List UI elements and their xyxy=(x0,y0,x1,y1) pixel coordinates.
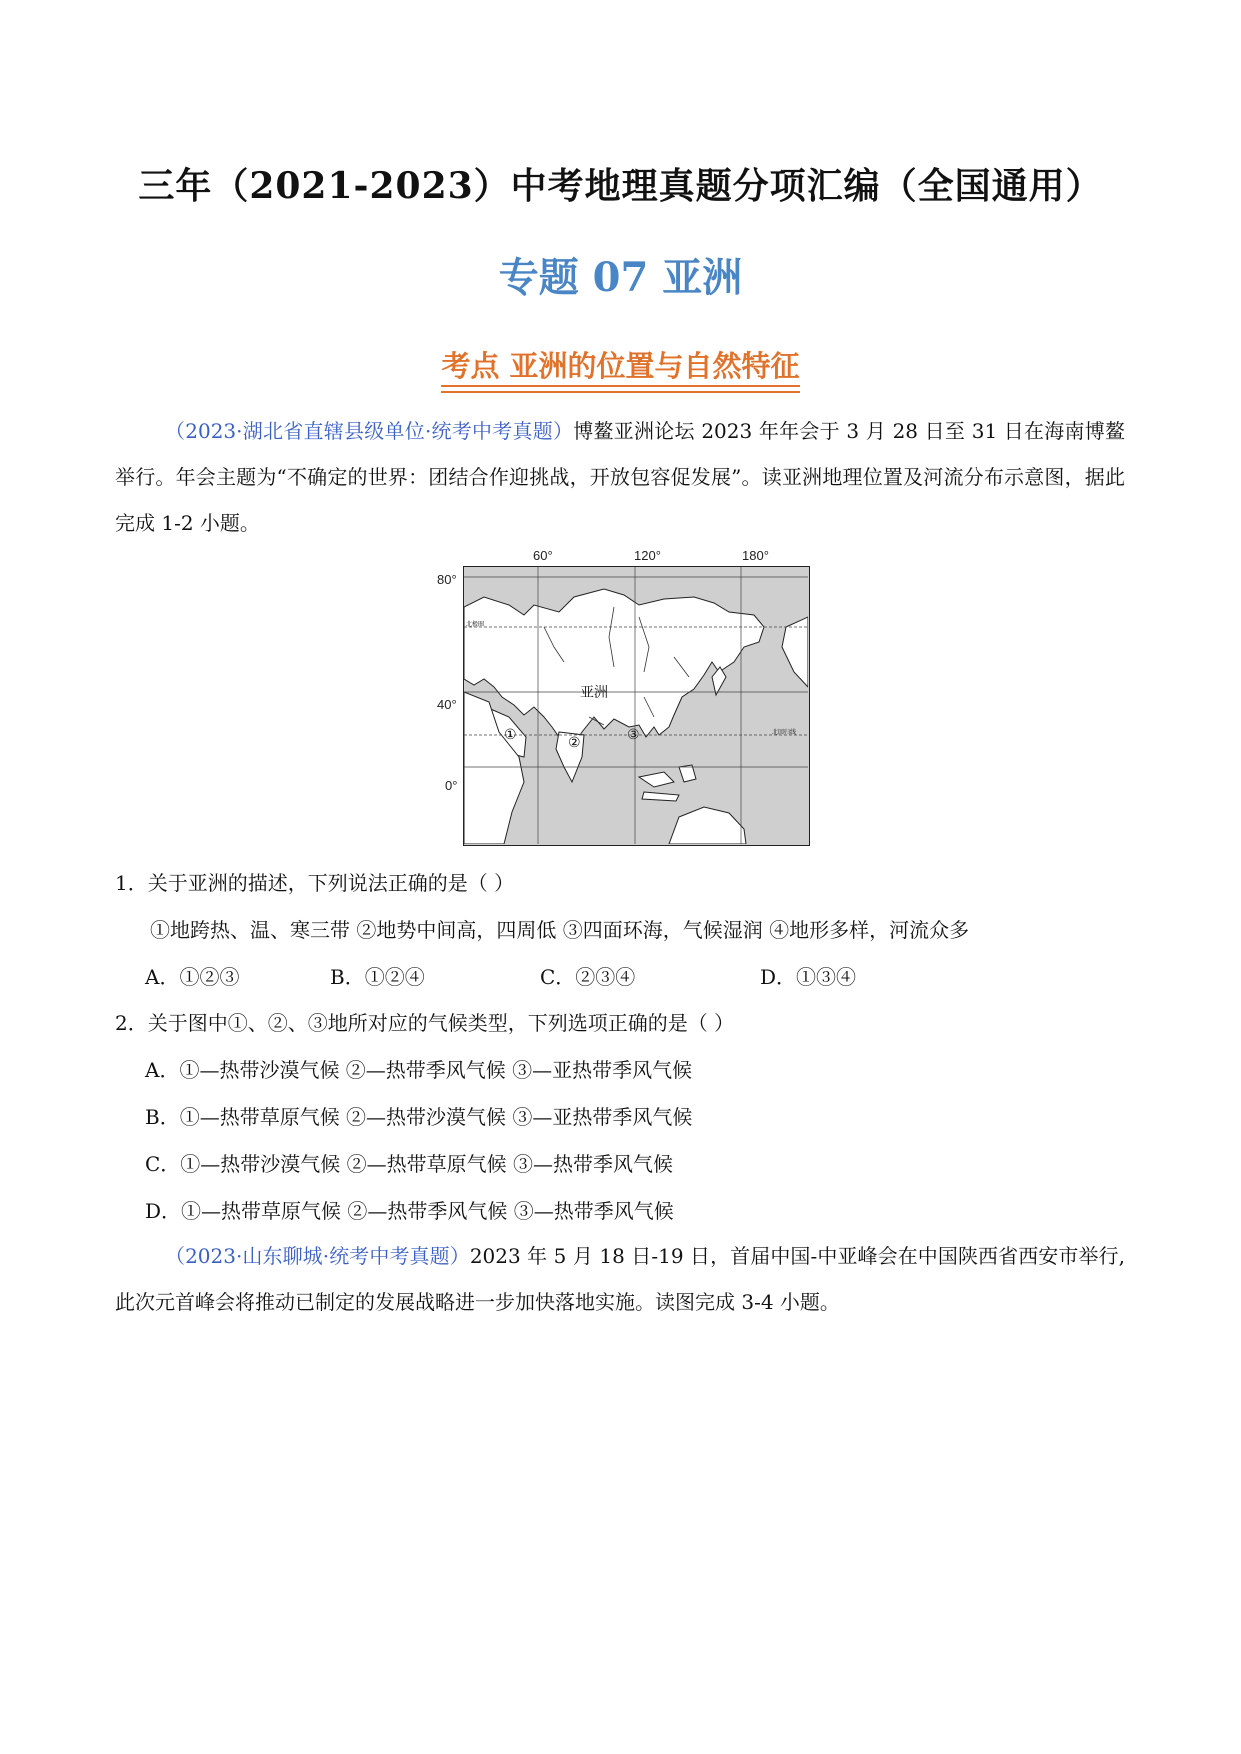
islands-land xyxy=(639,765,696,801)
north-america-land xyxy=(782,617,808,687)
question-1-option-c: C．②③④ xyxy=(540,965,636,989)
question-2-option-b: B．①—热带草原气候 ②—热带沙漠气候 ③—亚热带季风气候 xyxy=(145,1105,693,1129)
question-2-option-a: A．①—热带沙漠气候 ②—热带季风气候 ③—亚热带季风气候 xyxy=(145,1058,693,1082)
question-1-option-a: A．①②③ xyxy=(145,965,240,989)
passage-2-source: （2023·山东聊城·统考中考真题） xyxy=(165,1244,470,1268)
lon-label-60: 60° xyxy=(533,548,553,563)
passage-1-text: 博鳌亚洲论坛 2023 年年会于 3 月 28 日至 31 日在海南博鳌举行。年会主题为“不确定的世界：团结合作迎挑战，开放包容促发展”。读亚洲地理位置及河流分布示意图，据此完成 1-2 小题。 xyxy=(115,419,1125,535)
marker-2: ② xyxy=(568,735,581,751)
question-2-stem: 2．关于图中①、②、③地所对应的气候类型，下列选项正确的是（ ） xyxy=(115,1011,735,1035)
asia-map xyxy=(463,566,810,846)
lat-label-0: 0° xyxy=(445,778,458,793)
question-2-option-d: D．①—热带草原气候 ②—热带季风气候 ③—热带季风气候 xyxy=(145,1199,674,1223)
passage-2 xyxy=(115,1233,1125,1325)
asia-region-label: 亚洲 xyxy=(580,684,608,700)
arctic-circle-label: 北极圈 xyxy=(466,622,485,628)
topic-title: 专题 07 亚洲 xyxy=(498,254,743,301)
section-heading-text: 考点 亚洲的位置与自然特征 xyxy=(441,349,799,387)
lat-label-40: 40° xyxy=(437,697,457,712)
question-1-option-b: B．①②④ xyxy=(330,965,425,989)
passage-1-source: （2023·湖北省直辖县级单位·统考中考真题） xyxy=(165,419,574,443)
document-title: 三年（2021-2023）中考地理真题分项汇编（全国通用） xyxy=(138,165,1103,207)
marker-3: ③ xyxy=(627,727,640,743)
australia-land xyxy=(669,807,746,844)
passage-1 xyxy=(115,408,1125,546)
marker-1: ① xyxy=(504,727,517,743)
lon-label-180: 180° xyxy=(742,548,769,563)
asia-map-svg xyxy=(464,567,808,844)
question-1-option-d: D．①③④ xyxy=(760,965,857,989)
passage-2-text: 2023 年 5 月 18 日-19 日，首届中国-中亚峰会在中国陕西省西安市举行,此次元首峰会将推动已制定的发展战略进一步加快落地实施。读图完成 3-4 小题。 xyxy=(115,1244,1125,1314)
tropic-label: 北回归线 xyxy=(772,730,797,736)
japan-land xyxy=(712,667,726,695)
lat-label-80: 80° xyxy=(437,572,457,587)
question-2-option-c: C．①—热带沙漠气候 ②—热带草原气候 ③—热带季风气候 xyxy=(145,1152,674,1176)
lon-label-120: 120° xyxy=(634,548,661,563)
section-heading xyxy=(0,344,1241,385)
question-1-stem: 1．关于亚洲的描述，下列说法正确的是（ ） xyxy=(115,871,515,895)
question-1-statements: ①地跨热、温、寒三带 ②地势中间高，四周低 ③四面环海，气候湿润 ④地形多样，河流众多 xyxy=(150,918,970,942)
